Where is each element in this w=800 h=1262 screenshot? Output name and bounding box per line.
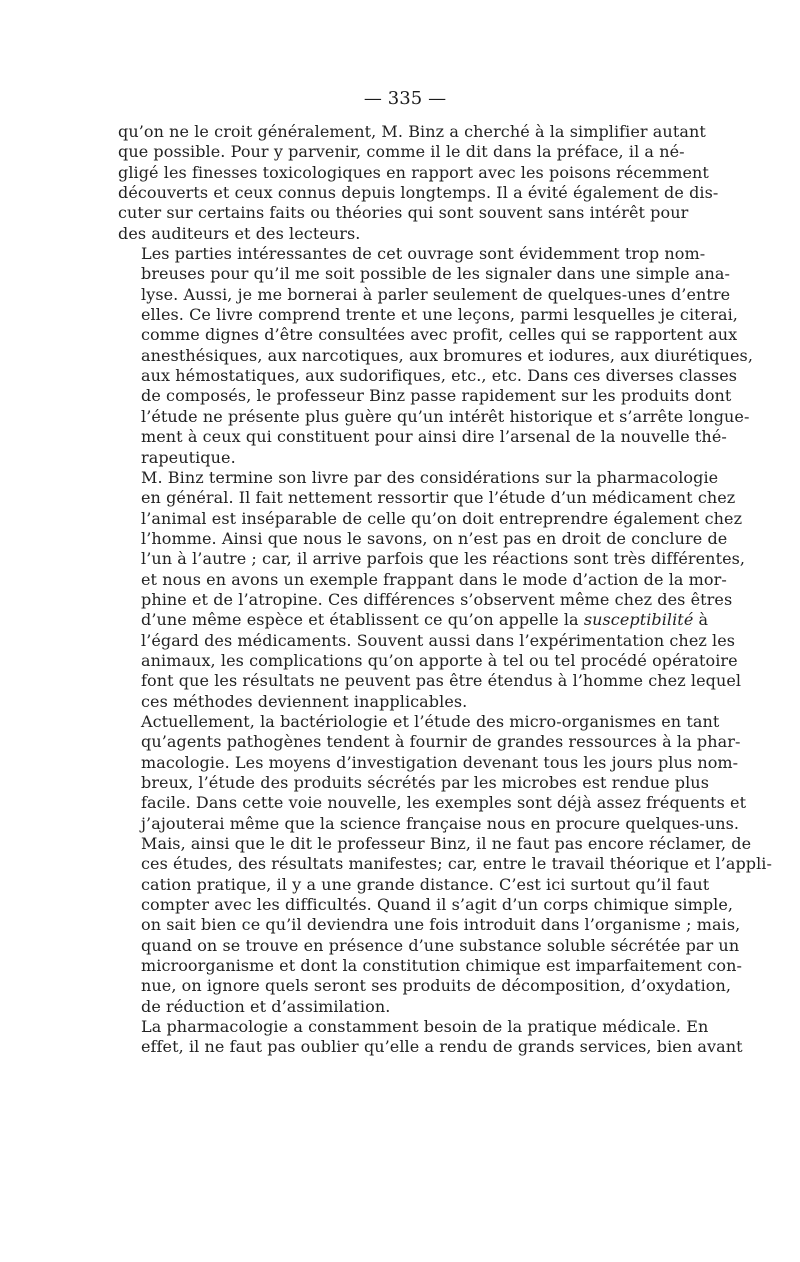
page-number: — 335 — bbox=[363, 88, 447, 109]
text-body bbox=[118, 122, 772, 1058]
text-line: aux hémostatiques, aux sudorifiques, etc., etc. Dans ces diverses classes bbox=[141, 366, 738, 386]
text-line: l’égard des médicaments. Souvent aussi dans l’expérimentation chez les bbox=[141, 630, 736, 650]
text-line: breuses pour qu’il me soit possible de les signaler dans une simple ana- bbox=[141, 264, 730, 284]
text-line: ces méthodes deviennent inapplicables. bbox=[141, 691, 468, 711]
text-line: qu’on ne le croit généralement, M. Binz a cherché à la simplifier autant bbox=[118, 122, 706, 141]
text-line-with-italic: d’une même espèce et établissent ce qu’on appelle la susceptibilité à bbox=[141, 610, 709, 630]
text-line: en général. Il fait nettement ressortir que l’étude d’un médicament chez bbox=[141, 488, 736, 508]
text-line: découverts et ceux connus depuis longtemps. Il a évité également de dis- bbox=[118, 183, 719, 203]
text-line: elles. Ce livre comprend trente et une leçons, parmi lesquelles je citerai, bbox=[141, 305, 738, 325]
text-line: compter avec les difficultés. Quand il s’agit d’un corps chimique simple, bbox=[141, 895, 734, 915]
text-line: cuter sur certains faits ou théories qui sont souvent sans intérêt pour bbox=[118, 203, 689, 223]
text-line: microorganisme et dont la constitution chimique est imparfaitement con- bbox=[141, 956, 742, 976]
text-line: Les parties intéressantes de cet ouvrage sont évidemment trop nom- bbox=[141, 244, 706, 264]
text-line: macologie. Les moyens d’investigation devenant tous les jours plus nom- bbox=[141, 752, 739, 772]
text-line: ces études, des résultats manifestes; car, entre le travail théorique et l’appli- bbox=[141, 854, 772, 874]
text-line: on sait bien ce qu’il deviendra une fois introduit dans l’organisme ; mais, bbox=[141, 915, 741, 935]
paragraph-2 bbox=[118, 244, 754, 468]
text-line: de composés, le professeur Binz passe rapidement sur les produits dont bbox=[141, 386, 732, 406]
text-line: effet, il ne faut pas oublier qu’elle a rendu de grands services, bien avant bbox=[141, 1037, 743, 1057]
document-page bbox=[118, 88, 772, 1208]
text-line: nue, on ignore quels seront ses produits de décomposition, d’oxydation, bbox=[141, 976, 732, 996]
text-line: M. Binz termine son livre par des considérations sur la pharmacologie bbox=[141, 467, 719, 487]
text-line: l’homme. Ainsi que nous le savons, on n’est pas en droit de conclure de bbox=[141, 528, 728, 548]
text-line: anesthésiques, aux narcotiques, aux bromures et iodures, aux diurétiques, bbox=[141, 345, 754, 365]
text-line: font que les résultats ne peuvent pas être étendus à l’homme chez lequel bbox=[141, 671, 742, 691]
text-line: ment à ceux qui constituent pour ainsi dire l’arsenal de la nouvelle thé- bbox=[141, 427, 727, 447]
text-line: quand on se trouve en présence d’une substance soluble sécrétée par un bbox=[141, 935, 740, 955]
text-line: l’un à l’autre ; car, il arrive parfois que les réactions sont très différentes, bbox=[141, 549, 746, 569]
paragraph-3 bbox=[118, 467, 746, 712]
text-line: l’étude ne présente plus guère qu’un intérêt historique et s’arrête longue- bbox=[141, 406, 750, 426]
text-line: l’animal est inséparable de celle qu’on doit entreprendre également chez bbox=[141, 508, 743, 528]
text-line: facile. Dans cette voie nouvelle, les exemples sont déjà assez fréquents et bbox=[141, 793, 747, 813]
text-line: animaux, les complications qu’on apporte à tel ou tel procédé opératoire bbox=[141, 650, 738, 670]
italic-term: susceptibilité bbox=[583, 610, 694, 630]
paragraph-4 bbox=[118, 711, 772, 1017]
text-line: de réduction et d’assimilation. bbox=[141, 996, 391, 1016]
text-line: cation pratique, il y a une grande distance. C’est ici surtout qu’il faut bbox=[141, 874, 710, 894]
text-line: phine et de l’atropine. Ces différences s’observent même chez des êtres bbox=[141, 589, 733, 609]
text-line: rapeutique. bbox=[141, 447, 236, 467]
text-line: gligé les finesses toxicologiques en rapport avec les poisons récemment bbox=[118, 162, 709, 182]
text-line: Actuellement, la bactériologie et l’étude des micro-organismes en tant bbox=[141, 711, 720, 731]
text-line: Mais, ainsi que le dit le professeur Binz, il ne faut pas encore réclamer, de bbox=[141, 834, 752, 854]
paragraph-5 bbox=[118, 1017, 743, 1058]
text-line: breux, l’étude des produits sécrétés par les microbes est rendue plus bbox=[141, 773, 709, 792]
text-line: des auditeurs et des lecteurs. bbox=[118, 223, 361, 243]
text-line: comme dignes d’être consultées avec profit, celles qui se rapportent aux bbox=[141, 325, 738, 345]
text-line: que possible. Pour y parvenir, comme il le dit dans la préface, il a né- bbox=[118, 142, 685, 162]
text-line: La pharmacologie a constamment besoin de la pratique médicale. En bbox=[141, 1017, 709, 1037]
text-line: lyse. Aussi, je me bornerai à parler seulement de quelques-unes d’entre bbox=[141, 284, 731, 304]
text-line: qu’agents pathogènes tendent à fournir de grandes ressources à la phar- bbox=[141, 732, 741, 752]
paragraph-1 bbox=[118, 122, 719, 244]
text-line: j’ajouterai même que la science française nous en procure quelques-uns. bbox=[141, 813, 740, 833]
text-line: et nous en avons un exemple frappant dans le mode d’action de la mor- bbox=[141, 569, 727, 589]
